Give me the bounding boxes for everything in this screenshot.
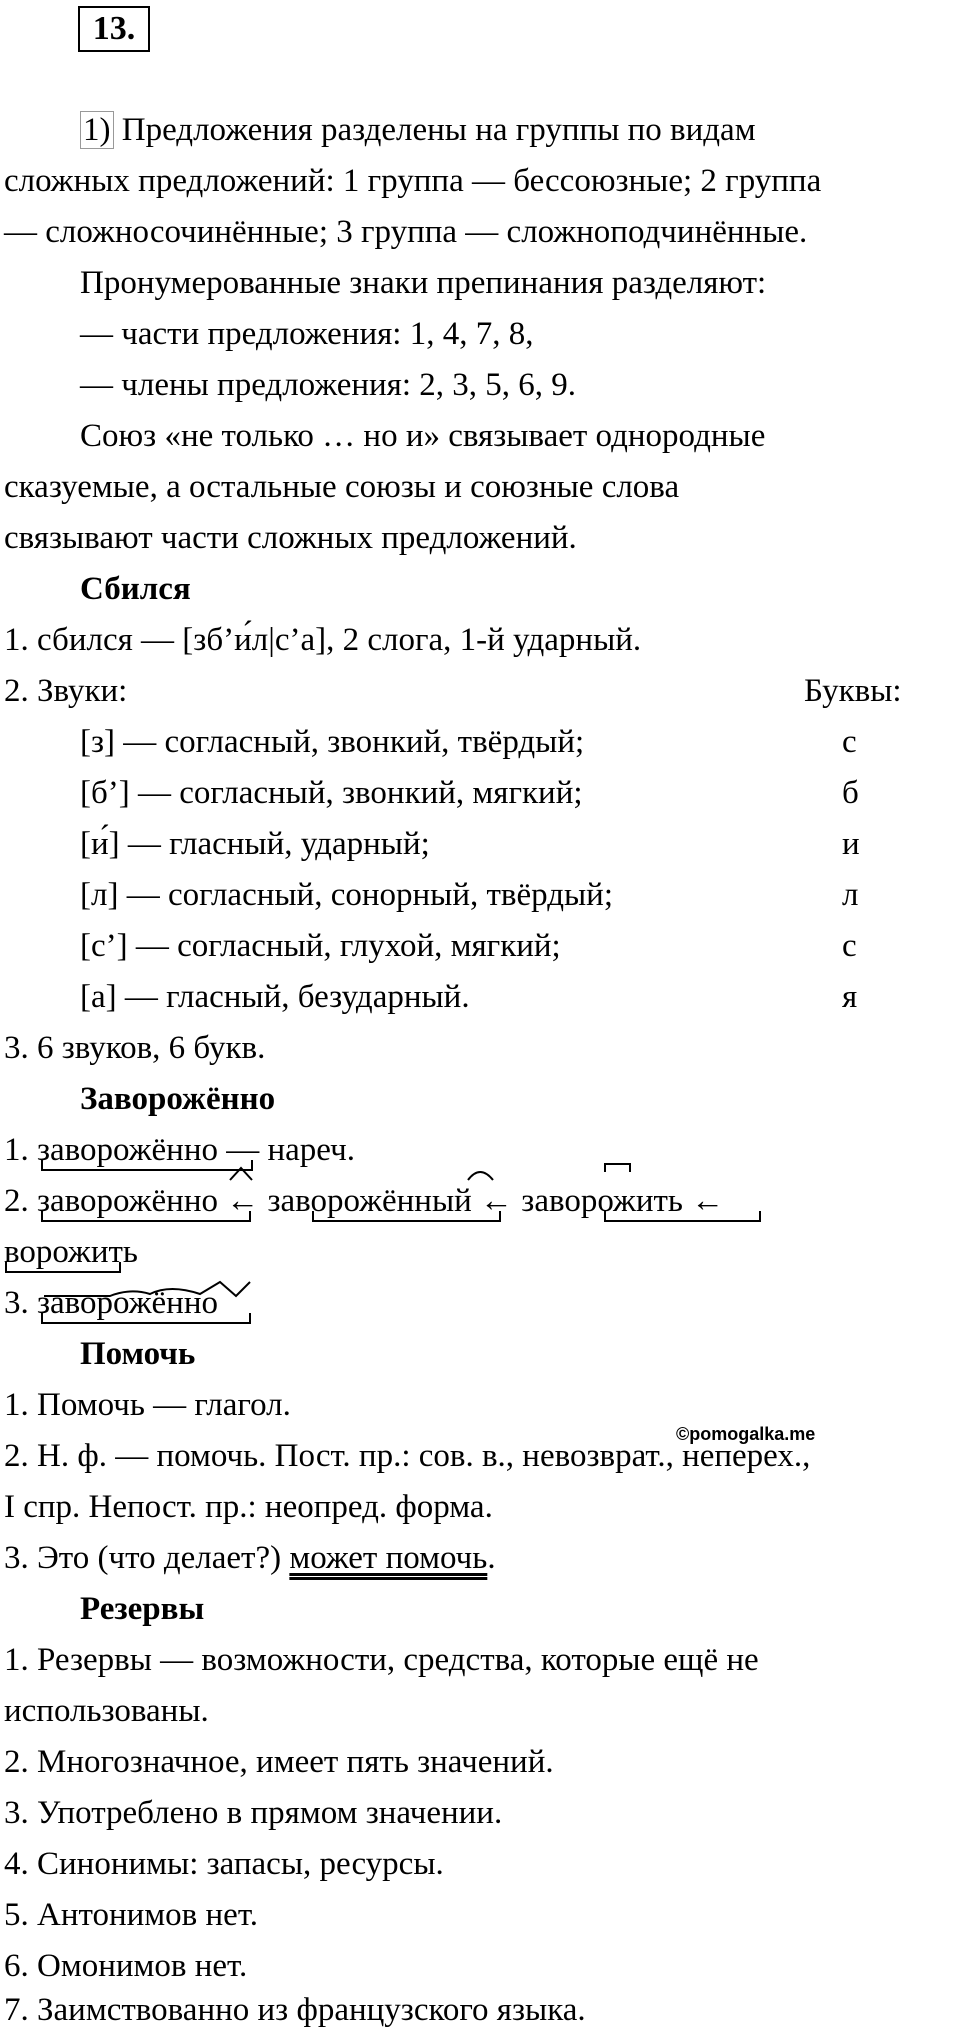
sound-row-4: [л] — согласный, сонорный, твёрдый; [80, 877, 614, 913]
predicate: может помочь [289, 1540, 488, 1576]
heading-sbilsya: Сбился [80, 571, 191, 607]
rezervy-line-8: 7. Заимствованно из французского языка. [4, 1992, 586, 2028]
stem-bracket-vorozhit [6, 1262, 120, 1272]
sound-row-3: [и́] — гласный, ударный; [80, 826, 430, 862]
letter-1: с [842, 724, 857, 760]
word-zavorozhenno-3: заворожённо [37, 1285, 218, 1321]
stem-bracket-2c [605, 1211, 760, 1221]
rezervy-line-1: 1. Резервы — возможности, средства, которые ещё не [4, 1642, 759, 1678]
rezervy-line-2: использованы. [4, 1693, 209, 1729]
task-number: 13. [78, 6, 150, 52]
part1-line-6: — члены предложения: 2, 3, 5, 6, 9. [80, 367, 577, 403]
rezervy-line-4: 3. Употреблено в прямом значении. [4, 1795, 503, 1831]
part1-line-4: Пронумерованные знаки препинания разделяют: [80, 265, 767, 301]
sbilsya-line-1: 1. сбился — [зб’и́л|с’а], 2 слога, 1-й ударный. [4, 622, 642, 658]
letter-3: и [842, 826, 860, 862]
part1-line-9: связывают части сложных предложений. [4, 520, 577, 556]
zavorozh-line-2: 2. заворожённо ← заворожённый ← заворожить ← [4, 1183, 725, 1219]
rezervy-line-7: 6. Омонимов нет. [4, 1948, 248, 1984]
part1-line-7: Союз «не только … но и» связывает однородные [80, 418, 766, 454]
wavy-underline-3 [44, 1282, 250, 1296]
watermark: ©pomogalka.me [676, 1424, 816, 1444]
part1-number: 1) [80, 111, 114, 149]
pomoch-line-1: 1. Помочь — глагол. [4, 1387, 291, 1423]
ending-bracket-1 [42, 1160, 252, 1170]
sound-row-2: [б’] — согласный, звонкий, мягкий; [80, 775, 583, 811]
letter-4: л [842, 877, 859, 913]
sounds-label: 2. Звуки: [4, 673, 128, 709]
pomoch-line-2: 2. Н. ф. — помочь. Пост. пр.: сов. в., невозврат., неперех., [4, 1438, 811, 1474]
part1-line-5: — части предложения: 1, 4, 7, 8, [80, 316, 534, 352]
letter-2: б [842, 775, 859, 811]
sbilsya-line-3: 3. 6 звуков, 6 букв. [4, 1030, 266, 1066]
rezervy-line-5: 4. Синонимы: запасы, ресурсы. [4, 1846, 444, 1882]
derivation-chain: заворожённо ← заворожённый ← заворожить ← [37, 1183, 725, 1219]
zavorozh-line-1: 1. заворожённо — нареч. [4, 1132, 355, 1168]
pomoch-line-3: I спр. Непост. пр.: неопред. форма. [4, 1489, 493, 1525]
prefix-mark-2 [605, 1164, 630, 1172]
pomoch-line-4: 3. Это (что делает?) может помочь. [4, 1540, 496, 1576]
ending-bracket-3 [42, 1313, 250, 1323]
ending-bracket-2 [42, 1211, 250, 1221]
letters-label: Буквы: [804, 673, 902, 709]
heading-rezervy: Резервы [80, 1591, 205, 1627]
letter-6: я [842, 979, 858, 1015]
part1-line-2: сложных предложений: 1 группа — бессоюзные; 2 группа [4, 163, 822, 199]
part1-line-8: сказуемые, а остальные союзы и союзные слова [4, 469, 680, 505]
part1-line-1: 1) Предложения разделены на группы по видам [80, 110, 756, 150]
suffix-mark-2b [468, 1172, 493, 1180]
zavorozh-line-2b: ворожить [4, 1234, 138, 1270]
heading-pomoch: Помочь [80, 1336, 196, 1372]
sound-row-5: [с’] — согласный, глухой, мягкий; [80, 928, 561, 964]
part1-line-3: — сложносочинённые; 3 группа — сложноподчинённые. [4, 214, 808, 250]
zavorozh-line-3: 3. заворожённо [4, 1285, 218, 1321]
sound-row-6: [а] — гласный, безударный. [80, 979, 470, 1015]
heading-zavorozhenno: Заворожённо [80, 1081, 276, 1117]
stem-bracket-2 [313, 1211, 500, 1221]
rezervy-line-6: 5. Антонимов нет. [4, 1897, 259, 1933]
rezervy-line-3: 2. Многозначное, имеет пять значений. [4, 1744, 554, 1780]
sound-row-1: [з] — согласный, звонкий, твёрдый; [80, 724, 585, 760]
word-zavorozhenno-1: заворожённо [37, 1132, 218, 1168]
letter-5: с [842, 928, 857, 964]
